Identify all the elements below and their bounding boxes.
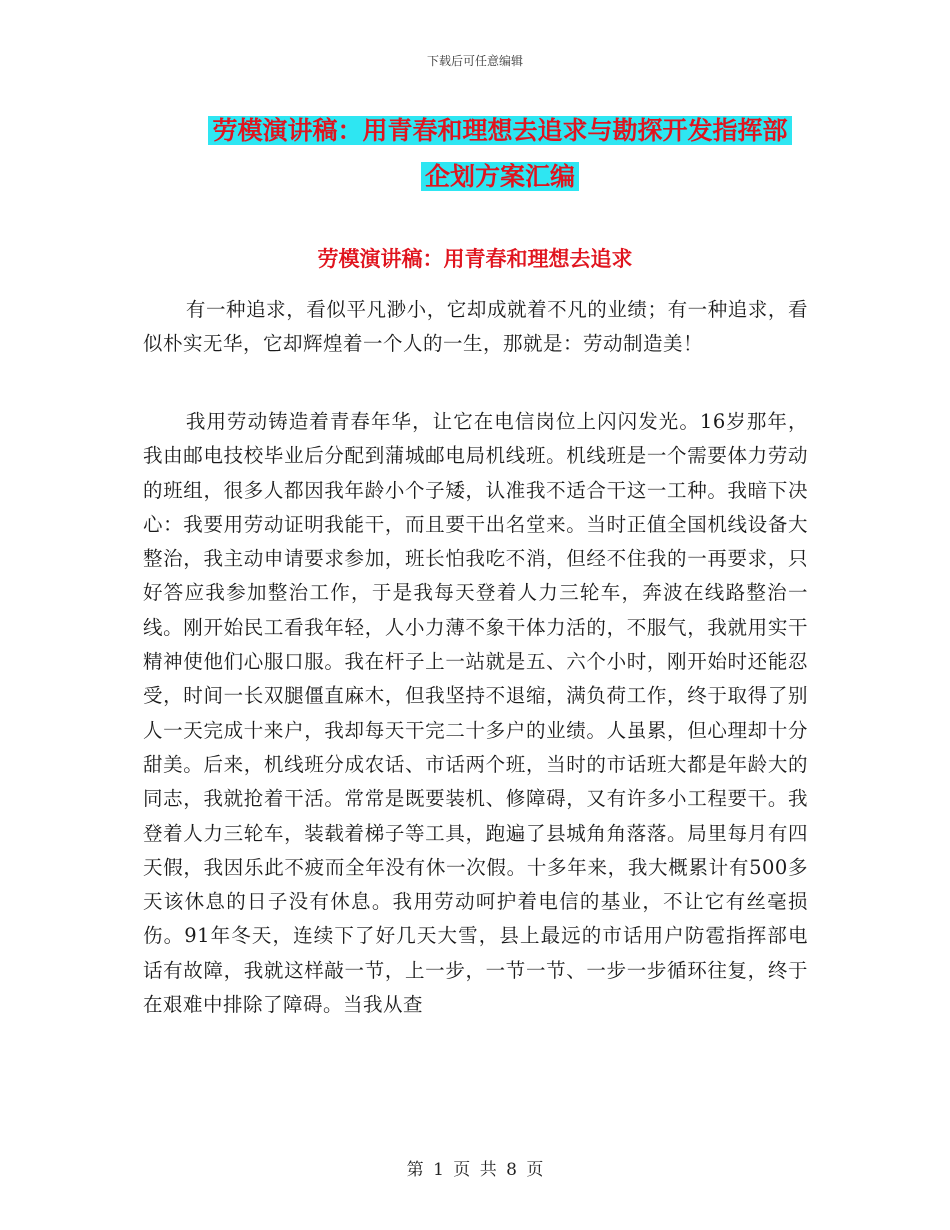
document-title-line2: 企划方案汇编 bbox=[421, 162, 579, 191]
document-title bbox=[170, 108, 830, 200]
page-number: 第 1 页 共 8 页 bbox=[406, 1160, 544, 1180]
document-subtitle: 劳模演讲稿：用青春和理想去追求 bbox=[317, 247, 633, 271]
header-note: 下载后可任意编辑 bbox=[426, 54, 523, 68]
document-title-line1: 劳模演讲稿：用青春和理想去追求与勘探开发指挥部 bbox=[208, 116, 791, 145]
paragraph-1: 有一种追求，看似平凡渺小，它却成就着不凡的业绩；有一种追求，看似朴实无华，它却辉煌着一个人的一生，那就是：劳动制造美！ bbox=[143, 298, 808, 356]
paragraph-2: 我用劳动铸造着青春年华，让它在电信岗位上闪闪发光。16岁那年，我由邮电技校毕业后分配到蒲城邮电局机线班。机线班是一个需要体力劳动的班组，很多人都因我年龄小个子矮，认准我不适合干这一工种。我暗下决心：我要用劳动证明我能干，而且要干出名堂来。当时正值全国机线设备大整治，我主动申请要求参加，班长怕我吃不消，但经不住我的一再要求，只好答应我参加整治工作，于是我每天登着人力三轮车，奔波在线路整治一线。刚开始民工看我年轻，人小力薄不象干体力活的，不服气，我就用实干精神使他们心服口服。我在杆子上一站就是五、六个小时，刚开始时还能忍受，时间一长双腿僵直麻木，但我坚持不退缩，满负荷工作，终于取得了别人一天完成十来户，我却每天干完二十多户的业绩。人虽累，但心理却十分甜美。后来，机线班分成农话、市话两个班，当时的市话班大都是年龄大的同志，我就抢着干活。常常是既要装机、修障碍，又有许多小工程要干。我登着人力三轮车，装载着梯子等工具，跑遍了县城角角落落。局里每月有四天假，我因乐此不疲而全年没有休一次假。十多年来，我大概累计有500多天该休息的日子没有休息。我用劳动呵护着电信的基业，不让它有丝毫损伤。91年冬天，连续下了好几天大雪，县上最远的市话用户防雹指挥部电话有故障，我就这样敲一节，上一步，一节一节、一步一步循环往复，终于在艰难中排除了障碍。当我从查 bbox=[143, 410, 808, 1017]
